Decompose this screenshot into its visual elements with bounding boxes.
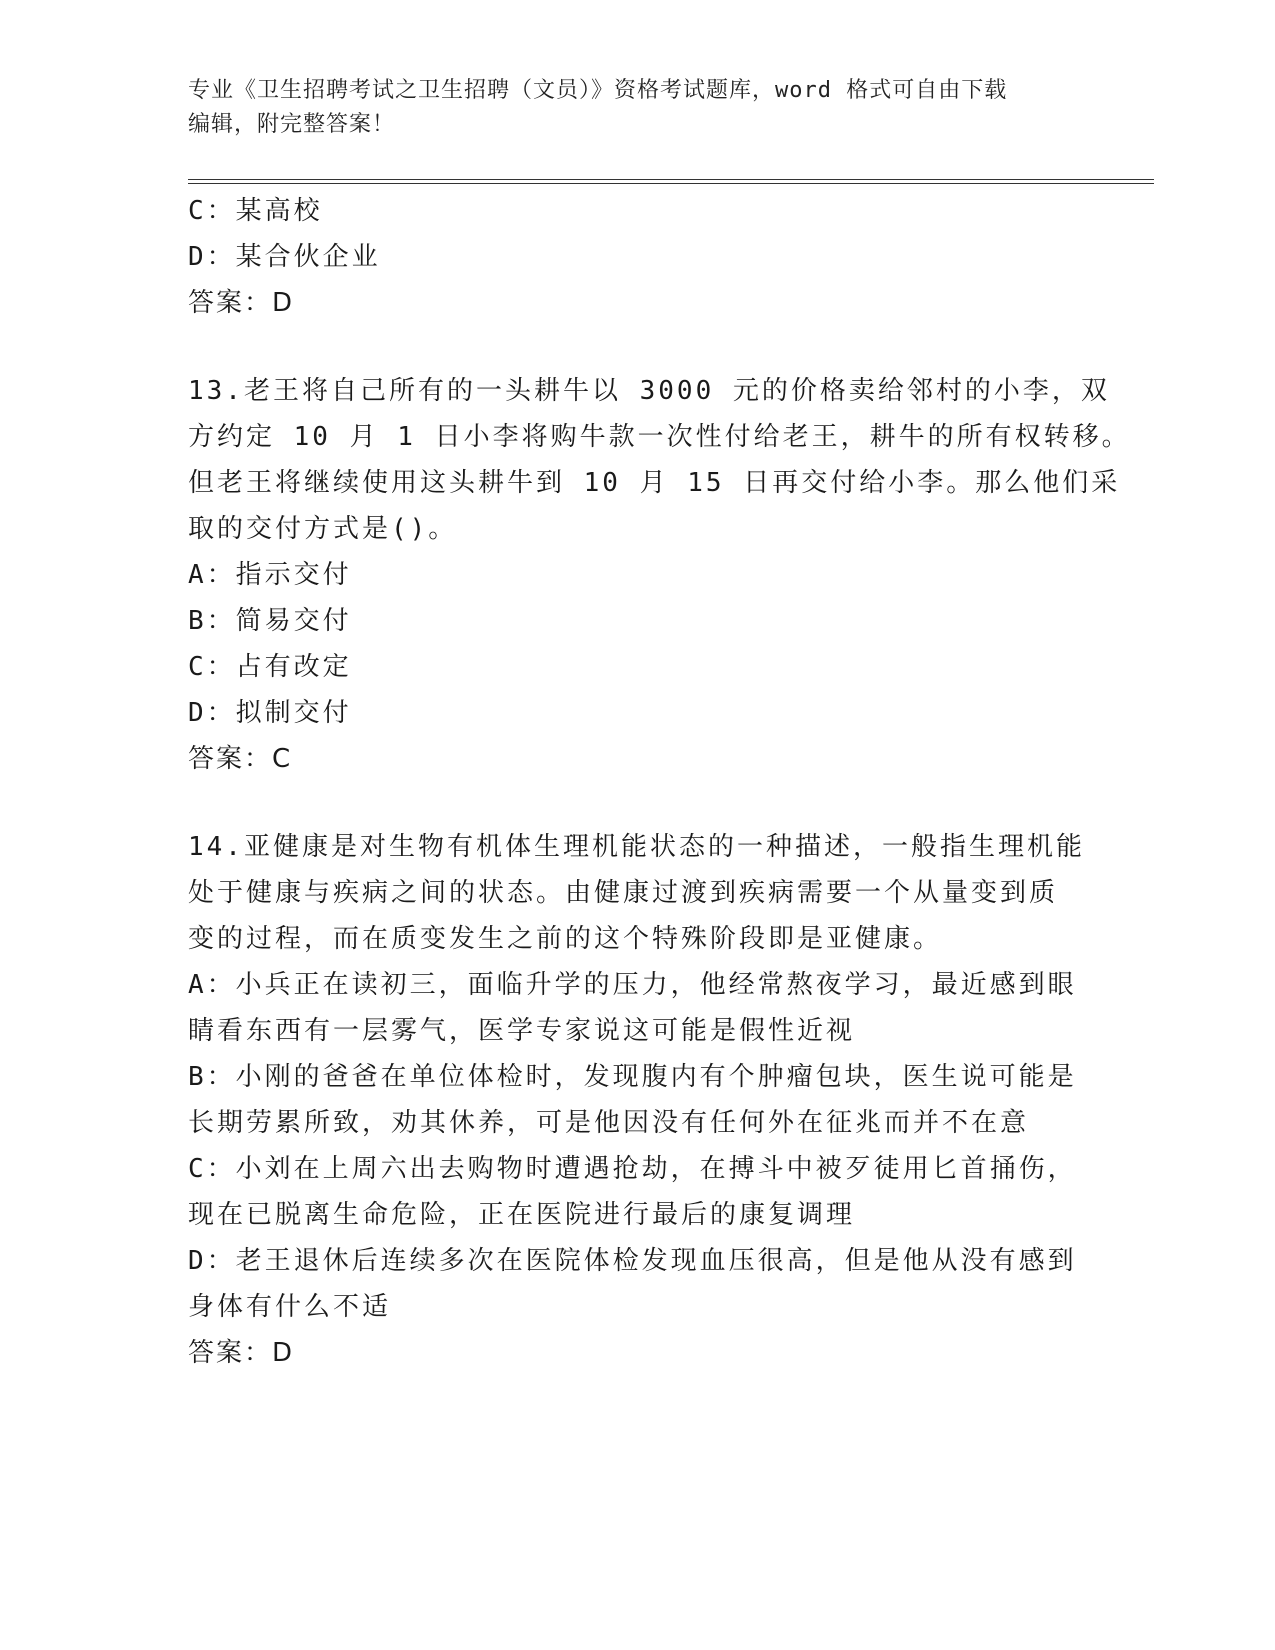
answer: 答案：C (188, 744, 293, 774)
question-text-line: 13.老王将自己所有的一头耕牛以 3000 元的价格卖给邻村的小李，双 (188, 376, 1110, 406)
header-divider-bottom (188, 183, 1154, 184)
question-text-line: 方约定 10 月 1 日小李将购牛款一次性付给老王，耕牛的所有权转移。 (188, 422, 1131, 452)
option-c: C：小刘在上周六出去购物时遭遇抢劫，在搏斗中被歹徒用匕首捅伤， (188, 1154, 1077, 1184)
question-text-line: 变的过程，而在质变发生之前的这个特殊阶段即是亚健康。 (188, 924, 943, 954)
answer: 答案：D (188, 1338, 295, 1368)
option-b-continued: 长期劳累所致，劝其休养，可是他因没有任何外在征兆而并不在意 (188, 1108, 1030, 1138)
option-b: B：简易交付 (188, 606, 352, 636)
option-a-continued: 睛看东西有一层雾气，医学专家说这可能是假性近视 (188, 1016, 856, 1046)
option-d: D：拟制交付 (188, 698, 352, 728)
document-header (188, 74, 1068, 142)
question-14 (188, 824, 1088, 1376)
option-b: B：小刚的爸爸在单位体检时，发现腹内有个肿瘤包块，医生说可能是 (188, 1062, 1077, 1092)
previous-question-tail (188, 188, 1088, 326)
question-text-line: 14.亚健康是对生物有机体生理机能状态的一种描述，一般指生理机能 (188, 832, 1085, 862)
question-text-line: 取的交付方式是()。 (188, 514, 458, 544)
question-text-line: 但老王将继续使用这头耕牛到 10 月 15 日再交付给小李。那么他们采 (188, 468, 1121, 498)
option-d-continued: 身体有什么不适 (188, 1292, 392, 1322)
question-13 (188, 368, 1131, 782)
header-line-2: 编辑，附完整答案！ (188, 112, 396, 137)
option-a: A：指示交付 (188, 560, 352, 590)
option-c-continued: 现在已脱离生命危险，正在医院进行最后的康复调理 (188, 1200, 856, 1230)
header-line-1: 专业《卫生招聘考试之卫生招聘（文员）》资格考试题库，word 格式可自由下载 (188, 78, 1008, 103)
document-body (188, 188, 1131, 1376)
header-divider-top (188, 179, 1154, 180)
option-a: A：小兵正在读初三，面临升学的压力，他经常熬夜学习，最近感到眼 (188, 970, 1077, 1000)
answer: 答案：D (188, 288, 295, 318)
question-text-line: 处于健康与疾病之间的状态。由健康过渡到疾病需要一个从量变到质 (188, 878, 1059, 908)
option-d: D：老王退休后连续多次在医院体检发现血压很高，但是他从没有感到 (188, 1246, 1077, 1276)
option-c: C：占有改定 (188, 652, 352, 682)
option-c: C：某高校 (188, 196, 323, 226)
option-d: D：某合伙企业 (188, 242, 381, 272)
